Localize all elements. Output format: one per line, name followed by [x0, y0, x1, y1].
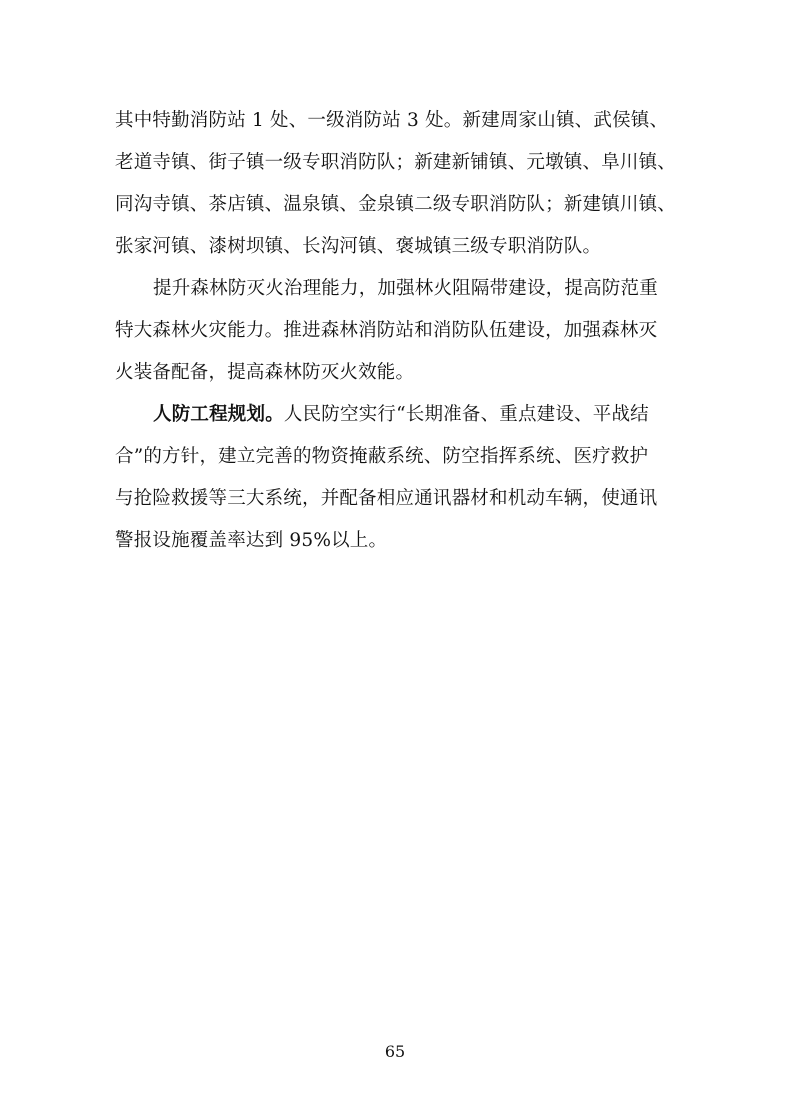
paragraph-3-line-3: 与抢险救援等三大系统，并配备相应通讯器材和机动车辆，使通讯 [115, 488, 658, 509]
paragraph-3-line-2: 合”的方针，建立完善的物资掩蔽系统、防空指挥系统、医疗救护 [115, 446, 649, 467]
paragraph-2-line-3: 火装备配备，提高森林防灭火效能。 [115, 362, 415, 383]
paragraph-3-line-1 [0, 404, 790, 426]
page-number: 65 [384, 1042, 406, 1061]
paragraph-1-line-1: 其中特勤消防站 1 处、一级消防站 3 处。新建周家山镇、武侯镇、 [115, 110, 669, 131]
paragraph-1-line-4: 张家河镇、漆树坝镇、长沟河镇、褒城镇三级专职消防队。 [115, 236, 602, 257]
paragraph-1-line-3: 同沟寺镇、茶店镇、温泉镇、金泉镇二级专职消防队；新建镇川镇、 [115, 194, 677, 215]
paragraph-3-line-4: 警报设施覆盖率达到 95%以上。 [115, 530, 388, 551]
paragraph-3-line-1-text: 人民防空实行“长期准备、重点建设、平战结 [283, 404, 649, 425]
section-heading: 人防工程规划。 [153, 404, 284, 425]
paragraph-2-line-2: 特大森林火灾能力。推进森林消防站和消防队伍建设，加强森林灭 [115, 320, 658, 341]
paragraph-1-line-2: 老道寺镇、街子镇一级专职消防队；新建新铺镇、元墩镇、阜川镇、 [115, 152, 677, 173]
paragraph-2-line-1: 提升森林防灭火治理能力，加强林火阻隔带建设，提高防范重 [153, 278, 658, 299]
